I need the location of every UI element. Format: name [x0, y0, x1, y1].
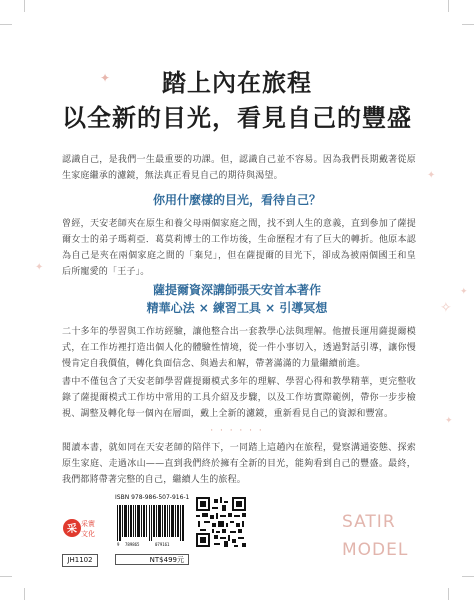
crop-mark — [462, 24, 474, 25]
star-icon: ✦ — [100, 71, 111, 85]
crop-mark — [24, 0, 25, 12]
crop-mark — [24, 588, 25, 600]
series-title-line-2: MODEL — [342, 540, 409, 560]
star-icon: ✧ — [440, 300, 452, 316]
publisher-logo — [62, 514, 102, 550]
section-divider: · · · · · · — [210, 426, 264, 436]
intro-paragraph: 認識自己，是我們一生最重要的功課。但，認識自己並不容易。因為我們長期戴著從原生家庭繼承的濾鏡，無法真正看見自己的期待與渴望。 — [62, 155, 416, 181]
crop-mark — [462, 576, 474, 577]
features-subhead: 精華心法 × 練習工具 × 引導冥想 — [146, 301, 328, 315]
series-title-line-1: SATIR — [342, 512, 396, 532]
method-paragraph: 二十多年的學習與工作坊經驗，讓他整合出一套教學心法與理解。他擅長運用薩提爾模式，在工作坊裡打造出個人化的體驗性情境，從一件小事切入，透過對話引導，讓你慢慢肯定自我價值，轉化負面信念、與過去和解，帶著滿滿的力量繼續前進。 — [62, 327, 416, 369]
book-paragraph: 書中不僅包含了天安老師學習薩提爾模式多年的理解、學習心得和教學精華，更完整收錄了薩提爾模式工作坊中常用的工具介紹及步驟，以及工作坊實際範例，帶你一步步檢視、調整及轉化每一個內在層面，戴上全新的濾鏡，重新看見自己的資源和豐富。 — [62, 377, 416, 419]
crop-mark — [448, 588, 449, 600]
star-icon: ✦ — [35, 262, 44, 273]
author-subhead: 薩提爾資深講師張天安首本著作 — [152, 283, 321, 297]
svg-text:文化: 文化 — [81, 530, 95, 538]
headline-line-2: 以全新的目光，看見自己的豐盛 — [62, 103, 412, 132]
crop-mark — [0, 24, 12, 25]
star-icon: ✦ — [460, 287, 468, 297]
barcode-icon — [115, 503, 189, 549]
qr-code-icon — [196, 497, 246, 547]
question-subhead: 你用什麼樣的目光，看待自己？ — [152, 193, 321, 207]
star-icon: ✦ — [445, 416, 453, 426]
svg-text:789865: 789865 — [125, 542, 140, 547]
publisher-logo-icon — [62, 514, 102, 546]
crop-mark — [0, 576, 12, 577]
product-code-label: JH1102 — [62, 554, 98, 567]
svg-text:采: 采 — [67, 524, 77, 535]
story-paragraph: 曾經，天安老師夾在原生和養父母兩個家庭之間，找不到人生的意義，直到參加了薩提爾女士的弟子瑪莉亞．葛莫莉博士的工作坊後，生命歷程才有了巨大的轉折。他原本認為自己是夾在兩個家庭之間的「棄兒」，但在薩提爾的目光下，卻成為被兩個國王和皇后所寵愛的「王子」。 — [62, 219, 416, 277]
star-icon: ✦ — [427, 170, 436, 181]
svg-text:采實: 采實 — [81, 520, 95, 528]
svg-text:9: 9 — [117, 542, 120, 547]
closing-paragraph: 閱讀本書，就如同在天安老師的陪伴下，一同踏上這趟內在旅程，覺察溝通姿態、探索原生家庭、走過冰山——直到我們終於擁有全新的目光，能夠看到自己的豐盛。最終，我們都將帶著完整的自己，繼續人生的旅程。 — [62, 443, 416, 485]
headline-line-1: 踏上內在旅程 — [162, 68, 312, 97]
isbn-label: ISBN 978-986-507-916-1 — [115, 494, 190, 501]
svg-text:079161: 079161 — [155, 542, 170, 547]
price-label: NT$499元 — [115, 554, 189, 565]
crop-mark — [448, 0, 449, 12]
